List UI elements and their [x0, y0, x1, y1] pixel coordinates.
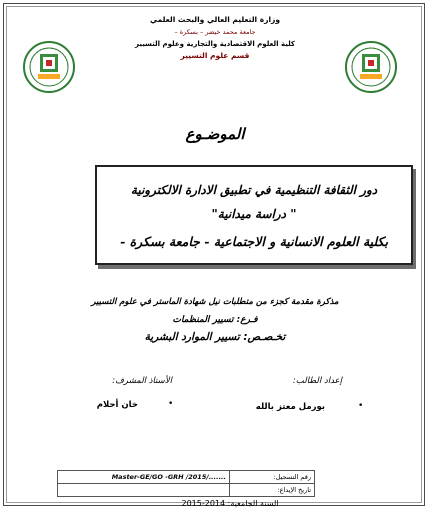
table-row [58, 471, 315, 484]
table-row [58, 484, 315, 497]
institution-header [100, 14, 330, 62]
ministry-name: وزارة التعليم العالي والبحث العلمي [149, 15, 281, 24]
academic-year: السنة الجامعية: 2014-2015 [181, 499, 279, 508]
registration-number-value: Master-GE/GO -GRH /2015/....... [58, 471, 230, 484]
deposit-date-label: تاريخ الإيداع: [230, 484, 315, 497]
memo-specialty: تخـصـص: تسيير الموارد البشرية [144, 331, 286, 343]
bullet-icon: • [358, 401, 364, 411]
supervisor-name: خان أحلام [96, 400, 138, 410]
subject-heading: الموضـوع [185, 125, 245, 143]
memo-branch: فـرع: تسيير المنظمات [172, 315, 258, 325]
thesis-title-box [95, 165, 413, 265]
university-name: جامعة محمد خيضر – بسكرة – [174, 28, 256, 36]
supervisor-label: الأستاذ المشرف: [112, 376, 172, 386]
university-logo-left [22, 40, 76, 94]
thesis-title-line-1: دور الثقافة التنظيمية في تطبيق الادارة الالكترونية [130, 183, 378, 197]
registration-table [57, 470, 315, 497]
memo-description: مذكرة مقدمة كجزء من متطلبات نيل شهادة الماستر في علوم التسيير [91, 297, 339, 307]
registration-number-label: رقم التسجيل: [230, 471, 315, 484]
thesis-title-line-3: بكلية العلوم الانسانية و الاجتماعية - جامعة بسكرة - [120, 234, 388, 249]
faculty-name: كلية العلوم الاقتصادية والتجارية وعلوم التسيير [134, 40, 295, 48]
university-logo-right [344, 40, 398, 94]
bullet-icon: • [168, 399, 174, 409]
student-name: بورمل معتز بالله [255, 402, 325, 412]
thesis-title-line-2: " دراسة ميدانية" [211, 207, 297, 221]
deposit-date-value [58, 484, 230, 497]
student-label: إعداد الطالب: [292, 376, 342, 386]
department-name: قسم علوم التسيير [180, 51, 250, 60]
